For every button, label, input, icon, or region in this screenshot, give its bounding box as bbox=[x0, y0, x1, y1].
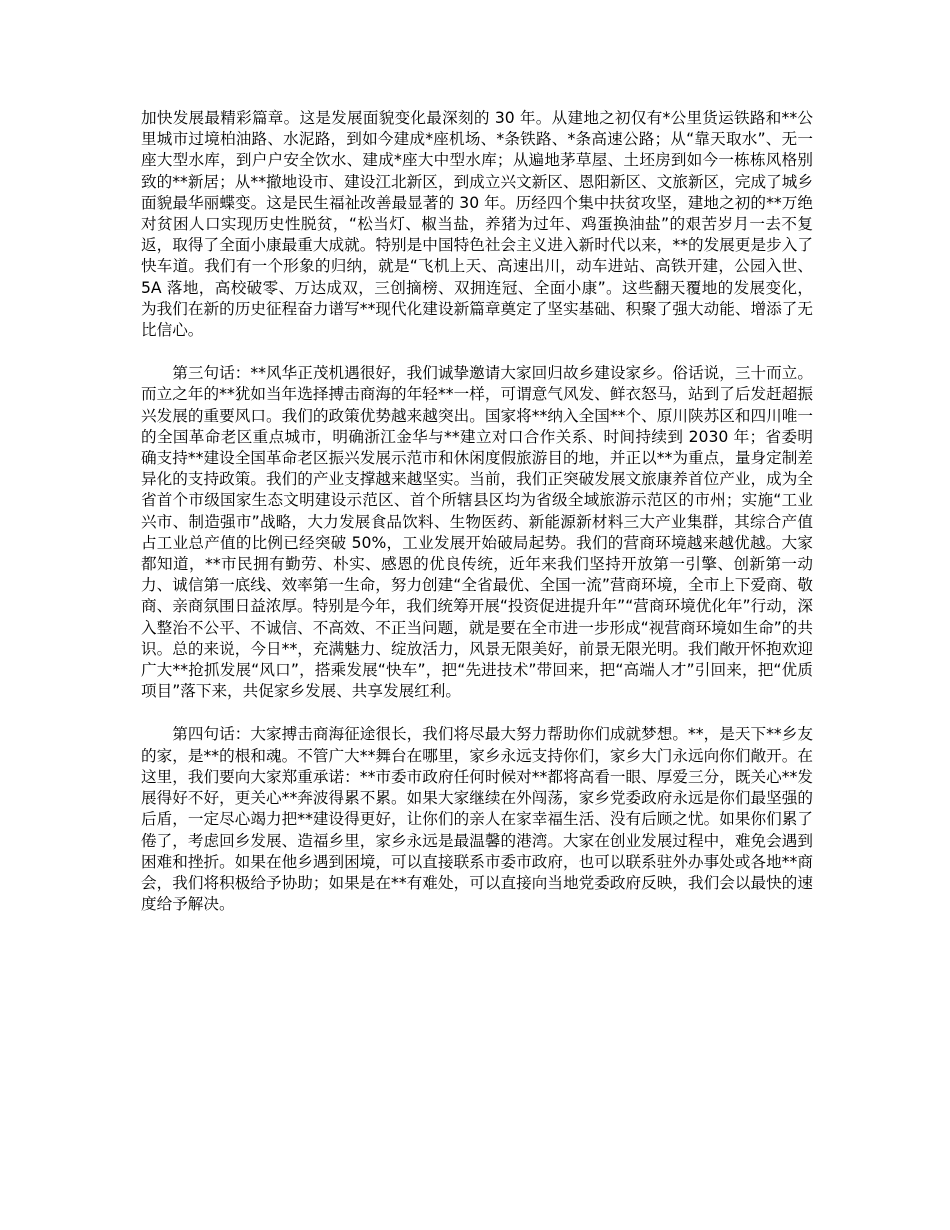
paragraph-fourth-point: 第四句话：大家搏击商海征途很长，我们将尽最大努力帮助你们成就梦想。**，是天下**乡友的家，是**的根和魂。不管广大**舞台在哪里，家乡永远支持你们，家乡大门永远向你们敞开。在这里，我们要向大家郑重承诺：**市委市政府任何时候对**都将高看一眼、厚爱三分，既关心**发展得好不好，更关心**奔波得累不累。如果大家继续在外闯荡，家乡党委政府永远是你们最坚强的后盾，一定尽心竭力把**建设得更好，让你们的亲人在家幸福生活、没有后顾之忧。如果你们累了倦了，考虑回乡发展、造福乡里，家乡永远是最温馨的港湾。大家在创业发展过程中，难免会遇到困难和挫折。如果在他乡遇到困境，可以直接联系市委市政府，也可以联系驻外办事处或各地**商会，我们将积极给予协助；如果是在**有难处，可以直接向当地党委政府反映，我们会以最快的速度给予解决。 bbox=[141, 725, 813, 914]
paragraph-third-point: 第三句话：**风华正茂机遇很好，我们诚挚邀请大家回归故乡建设家乡。俗话说，三十而立。而立之年的**犹如当年选择搏击商海的年轻**一样，可谓意气风发、鲜衣怒马，站到了后发赶超振兴发展的重要风口。我们的政策优势越来越突出。国家将**纳入全国**个、原川陕苏区和四川唯一的全国革命老区重点城市，明确浙江金华与**建立对口合作关系、时间持续到 2030 年；省委明确支持**建设全国革命老区振兴发展示范市和休闲度假旅游目的地，并正以**为重点，量身定制差异化的支持政策。我们的产业支撑越来越坚实。当前，我们正突破发展文旅康养首位产业，成为全省首个市级国家生态文明建设示范区、首个所辖县区均为省级全域旅游示范区的市州；实施“工业兴市、制造强市”战略，大力发展食品饮料、生物医药、新能源新材料三大产业集群，其综合产值占工业总产值的比例已经突破 50%，工业发展开始破局起势。我们的营商环境越来越优越。大家都知道，**市民拥有勤劳、朴实、感恩的优良传统，近年来我们坚持开放第一引擎、创新第一动力、诚信第一底线、效率第一生命，努力创建“全省最优、全国一流”营商环境，全市上下爱商、敬商、亲商氛围日益浓厚。特别是今年，我们统筹开展“投资促进提升年”“营商环境优化年”行动，深入整治不公平、不诚信、不高效、不正当问题，就是要在全市进一步形成“视营商环境如生命”的共识。总的来说，今日**，充满魅力、绽放活力，风景无限美好，前景无限光明。我们敞开怀抱欢迎广大**抢抓发展“风口”，搭乘发展“快车”，把“先进技术”带回来，把“高端人才”引回来，把“优质项目”落下来，共促家乡发展、共享发展红利。 bbox=[141, 364, 813, 701]
document-body bbox=[141, 108, 813, 937]
paragraph-continuation: 加快发展最精彩篇章。这是发展面貌变化最深刻的 30 年。从建地之初仅有*公里货运铁路和**公里城市过境柏油路、水泥路，到如今建成*座机场、*条铁路、*条高速公路；从“靠天取水”、无一座大型水库，到户户安全饮水、建成*座大中型水库；从遍地茅草屋、土坯房到如今一栋栋风格别致的**新居；从**撤地设市、建设江北新区，到成立兴文新区、恩阳新区、文旅新区，完成了城乡面貌最华丽蝶变。这是民生福祉改善最显著的 30 年。历经四个集中扶贫攻坚，建地之初的**万绝对贫困人口实现历史性脱贫，“松当灯、椒当盐，养猪为过年、鸡蛋换油盐”的艰苦岁月一去不复返，取得了全面小康最重大成就。特别是中国特色社会主义进入新时代以来，**的发展更是步入了快车道。我们有一个形象的归纳，就是“飞机上天、高速出川，动车进站、高铁开建，公园入世、5A 落地，高校破零、万达成双，三创摘榜、双拥连冠、全面小康”。这些翻天覆地的发展变化，为我们在新的历史征程奋力谱写**现代化建设新篇章奠定了坚实基础、积聚了强大动能、增添了无比信心。 bbox=[141, 109, 813, 340]
